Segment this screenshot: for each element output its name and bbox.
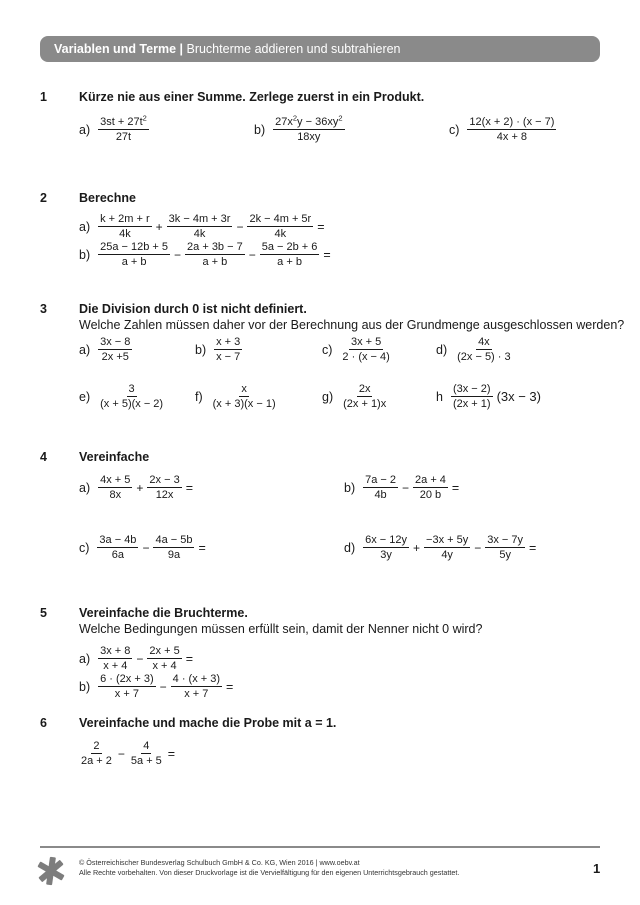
ex1-item-c: c) $\frac{12(x + 2) \cdot (x - 7)}{4x + 8}$ [449,116,555,143]
ex5-item-b: b) $\frac{6 \cdot (2x + 3)}{x + 7}$ − $\frac{4 \cdot (x + 3)}{x + 7}$ = [79,673,234,700]
ex4-item-b: b) $\frac{7a - 2}{4b}$ − $\frac{2a + 4}{20 b}$ = [344,474,460,501]
header-title: Variablen und Terme [54,42,177,56]
ex1-item-a: a) $\frac{3st + 27t^2}{27t}$ [79,113,147,143]
fraction: $\frac{2a + 4}{20 b}$ [415,474,446,501]
fraction: $\frac{2}{2a + 2}$ [81,740,112,767]
exercise-1-title: Kürze nie aus einer Summe. Zerlege zuerst in ein Produkt. [79,90,425,104]
copyright-notice: © Österreichischer Bundesverlag Schulbuch GmbH & Co. KG, Wien 2016 | www.oebv.at Alle Rechte vorbehalten. Von dieser Druckvorlage ist die Vervielfältigung für den eigenen Unterrichtsgebrauch gestattet. [79,858,460,877]
ex5-item-a: a) $\frac{3x + 8}{x + 4}$ − $\frac{2x + 5}{x + 4}$ = [79,645,194,672]
exercise-2-number: 2 [40,191,47,205]
exercise-3-text: Welche Zahlen müssen daher vor der Berechnung aus der Grundmenge ausgeschlossen werden? [79,318,625,332]
fraction: $\frac{3x + 8}{x + 4}$ [100,645,131,672]
exercise-6-title: Vereinfache und mache die Probe mit a = 1. [79,716,337,730]
fraction: $\frac{4}{5a + 5}$ [130,740,162,767]
fraction: $\frac{27x^2y - 36xy^2}{18xy}$ [275,113,343,143]
fraction: $\frac{2k - 4m + 5r}{4k}$ [249,213,312,240]
fraction: $\frac{7a - 2}{4b}$ [365,474,397,501]
ex3-item-b: b) $\frac{x + 3}{x - 7}$ [195,336,241,363]
fraction: $\frac{6 \cdot (2x + 3)}{x + 7}$ [100,673,154,700]
ex1-item-b: b) $\frac{27x^2y - 36xy^2}{18xy}$ [254,113,343,143]
fraction: $\frac{12(x + 2) \cdot (x - 7)}{4x + 8}$ [469,116,555,143]
footer-divider [40,846,600,848]
exercise-5-title: Vereinfache die Bruchterme. [79,606,248,620]
fraction: $\frac{x}{(x + 3)(x - 1)}$ [212,383,276,410]
ex3-item-a: a) $\frac{3x - 8}{2x +5}$ [79,336,131,363]
fraction: $\frac{25a - 12b + 5}{a + b}$ [100,241,169,268]
fraction: $\frac{k + 2m + r}{4k}$ [100,213,150,240]
fraction: $\frac{3x + 5}{2 \cdot (x - 4)}$ [342,336,390,363]
fraction: $\frac{4x}{(2x - 5) \cdot 3}$ [457,336,511,363]
header-subtitle: Bruchterme addieren und subtrahieren [186,42,401,56]
fraction: $\frac{2a + 3b - 7}{a + b}$ [187,241,243,268]
ex6-expression: $\frac{2}{2a + 2}$ − $\frac{4}{5a + 5}$ = [81,740,176,767]
ex3-item-g: g) $\frac{2x}{(2x + 1)x}$ [322,383,387,410]
header-separator: | [176,42,187,56]
fraction: $\frac{2x}{(2x + 1)x}$ [343,383,387,410]
ex2-item-b: b) $\frac{25a - 12b + 5}{a + b}$ − $\frac{2a + 3b - 7}{a + b}$ − $\frac{5a - 2b + 6}{a + b}$ = [79,241,331,268]
fraction: $\frac{-3x + 5y}{4y}$ [426,534,469,561]
fraction: $\frac{3k - 4m + 3r}{4k}$ [168,213,231,240]
ex4-item-c: c) $\frac{3a - 4b}{6a}$ − $\frac{4a - 5b}{9a}$ = [79,534,206,561]
page-number: 1 [593,861,601,876]
ex4-item-d: d) $\frac{6x - 12y}{3y}$ + $\frac{-3x + 5y}{4y}$ − $\frac{3x - 7y}{5y}$ = [344,534,537,561]
fraction: $\frac{2x + 5}{x + 4}$ [149,645,180,672]
fraction: $\frac{(3x - 2)}{(2x + 1)}$ [452,383,491,410]
ex4-item-a: a) $\frac{4x + 5}{8x}$ + $\frac{2x - 3}{12x}$ = [79,474,194,501]
fraction: $\frac{x + 3}{x - 7}$ [216,336,241,363]
ex2-item-a: a) $\frac{k + 2m + r}{4k}$ + $\frac{3k - 4m + 3r}{4k}$ − $\frac{2k - 4m + 5r}{4k}$ = [79,213,325,240]
exercise-5-number: 5 [40,606,47,620]
exercise-5-text: Welche Bedingungen müssen erfüllt sein, damit der Nenner nicht 0 wird? [79,622,483,636]
ex3-item-f: f) $\frac{x}{(x + 3)(x - 1)}$ [195,383,276,410]
exercise-2-title: Berechne [79,191,136,205]
fraction: $\frac{4 \cdot (x + 3)}{x + 7}$ [172,673,221,700]
fraction: $\frac{3a - 4b}{6a}$ [99,534,137,561]
page-header [40,36,600,62]
ex3-item-c: c) $\frac{3x + 5}{2 \cdot (x - 4)}$ [322,336,390,363]
fraction: $\frac{4x + 5}{8x}$ [100,474,131,501]
ex3-item-e: e) $\frac{3}{(x + 5)(x - 2)}$ [79,383,164,410]
ex3-item-d: d) $\frac{4x}{(2x - 5) \cdot 3}$ [436,336,511,363]
exercise-3-number: 3 [40,302,47,316]
fraction: $\frac{3st + 27t^2}{27t}$ [100,113,147,143]
exercise-1-number: 1 [40,90,47,104]
fraction: $\frac{4a - 5b}{9a}$ [155,534,193,561]
publisher-logo-icon [36,856,66,886]
exercise-4-number: 4 [40,450,47,464]
ex3-item-h: h $\frac{(3x - 2)}{(2x + 1)}$ (3x − 3) [436,383,541,410]
fraction: $\frac{3}{(x + 5)(x - 2)}$ [100,383,164,410]
exercise-3-title: Die Division durch 0 ist nicht definiert. [79,302,307,316]
exercise-6-number: 6 [40,716,47,730]
exercise-4-title: Vereinfache [79,450,150,464]
fraction: $\frac{5a - 2b + 6}{a + b}$ [261,241,318,268]
fraction: $\frac{6x - 12y}{3y}$ [365,534,408,561]
fraction: $\frac{3x - 7y}{5y}$ [487,534,524,561]
fraction: $\frac{2x - 3}{12x}$ [149,474,180,501]
fraction: $\frac{3x - 8}{2x +5}$ [100,336,131,363]
